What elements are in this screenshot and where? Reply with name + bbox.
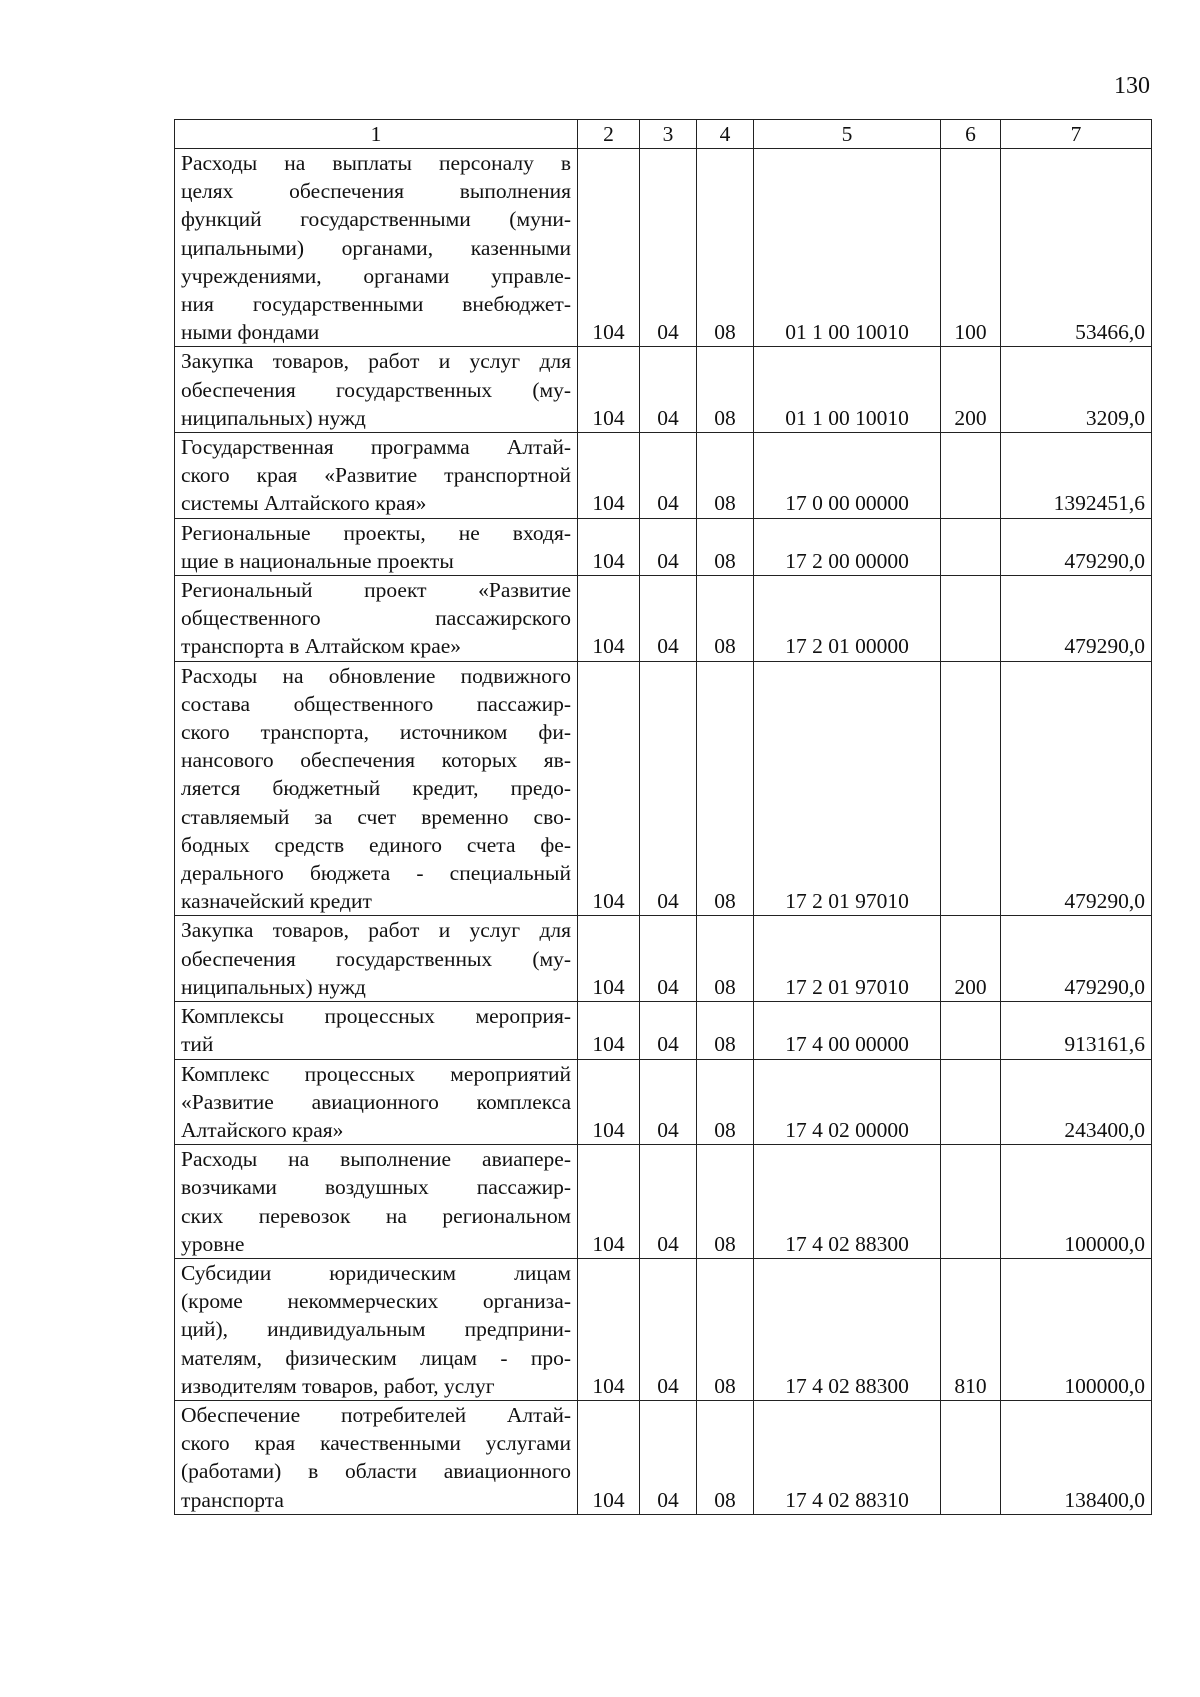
- table-row: [175, 347, 1152, 433]
- table-header-row: [175, 120, 1152, 149]
- description-line: Региональные проекты, не входя-: [181, 520, 571, 545]
- expense-type-code: [941, 1059, 1001, 1145]
- chapter-code: 04: [640, 1002, 697, 1059]
- table-row: [175, 576, 1152, 662]
- table-row: [175, 149, 1152, 347]
- description-line: целях обеспечения выполнения: [181, 179, 571, 204]
- target-article-code: 17 4 00 00000: [754, 1002, 941, 1059]
- section-code: 104: [578, 1400, 640, 1514]
- subsection-code: 08: [697, 1002, 754, 1059]
- table-row: [175, 1400, 1152, 1514]
- description-line: обеспечения государственных (му-: [181, 377, 571, 402]
- amount-value: 479290,0: [1001, 916, 1152, 1002]
- description-line: Комплекс процессных мероприятий: [181, 1061, 571, 1086]
- description-line: системы Алтайского края»: [181, 491, 427, 516]
- description-line: изводителям товаров, работ, услуг: [181, 1373, 495, 1398]
- row-description: [175, 149, 578, 347]
- chapter-code: 04: [640, 661, 697, 916]
- row-description: [175, 1258, 578, 1400]
- description-line: «Развитие авиационного комплекса: [181, 1089, 571, 1114]
- description-line: ния государственными внебюджет-: [181, 292, 571, 317]
- section-code: 104: [578, 1059, 640, 1145]
- amount-value: 100000,0: [1001, 1145, 1152, 1259]
- column-header-6: 6: [941, 120, 1001, 149]
- target-article-code: 17 0 00 00000: [754, 433, 941, 519]
- chapter-code: 04: [640, 1145, 697, 1259]
- description-line: возчиками воздушных пассажир-: [181, 1175, 571, 1200]
- description-line: ными фондами: [181, 320, 320, 345]
- target-article-code: 17 4 02 88310: [754, 1400, 941, 1514]
- table-row: [175, 433, 1152, 519]
- amount-value: 100000,0: [1001, 1258, 1152, 1400]
- row-description: [175, 347, 578, 433]
- chapter-code: 04: [640, 433, 697, 519]
- row-description: [175, 1145, 578, 1259]
- description-line: состава общественного пассажир-: [181, 691, 571, 716]
- column-header-3: 3: [640, 120, 697, 149]
- chapter-code: 04: [640, 916, 697, 1002]
- description-line: Расходы на обновление подвижного: [181, 663, 571, 688]
- description-line: ниципальных) нужд: [181, 974, 366, 999]
- description-line: Региональный проект «Развитие: [181, 578, 571, 603]
- section-code: 104: [578, 347, 640, 433]
- expense-type-code: [941, 518, 1001, 575]
- description-line: ляется бюджетный кредит, предо-: [181, 776, 571, 801]
- section-code: 104: [578, 518, 640, 575]
- table-row: [175, 1002, 1152, 1059]
- description-line: учреждениями, органами управле-: [181, 263, 571, 288]
- section-code: 104: [578, 149, 640, 347]
- description-line: транспорта в Алтайском крае»: [181, 634, 462, 659]
- row-description: [175, 433, 578, 519]
- description-line: (кроме некоммерческих организа-: [181, 1289, 571, 1314]
- amount-value: 243400,0: [1001, 1059, 1152, 1145]
- column-header-5: 5: [754, 120, 941, 149]
- target-article-code: 17 2 00 00000: [754, 518, 941, 575]
- subsection-code: 08: [697, 433, 754, 519]
- page-number: 130: [1114, 73, 1150, 99]
- amount-value: 138400,0: [1001, 1400, 1152, 1514]
- amount-value: 479290,0: [1001, 661, 1152, 916]
- expense-type-code: 200: [941, 916, 1001, 1002]
- description-line: нансового обеспечения которых яв-: [181, 748, 571, 773]
- subsection-code: 08: [697, 661, 754, 916]
- target-article-code: 17 2 01 97010: [754, 916, 941, 1002]
- subsection-code: 08: [697, 347, 754, 433]
- description-line: мателям, физическим лицам - про-: [181, 1345, 571, 1370]
- amount-value: 479290,0: [1001, 576, 1152, 662]
- table-row: [175, 1059, 1152, 1145]
- subsection-code: 08: [697, 1145, 754, 1259]
- expense-type-code: [941, 1400, 1001, 1514]
- row-description: [175, 661, 578, 916]
- table-row: [175, 518, 1152, 575]
- target-article-code: 17 4 02 88300: [754, 1145, 941, 1259]
- description-line: ского края качественными услугами: [181, 1431, 571, 1456]
- chapter-code: 04: [640, 1258, 697, 1400]
- description-line: ципальными) органами, казенными: [181, 235, 571, 260]
- column-header-1: 1: [175, 120, 578, 149]
- chapter-code: 04: [640, 518, 697, 575]
- expense-type-code: [941, 433, 1001, 519]
- target-article-code: 17 4 02 00000: [754, 1059, 941, 1145]
- description-line: Закупка товаров, работ и услуг для: [181, 918, 571, 943]
- description-line: дерального бюджета - специальный: [181, 861, 571, 886]
- description-line: казначейский кредит: [181, 889, 372, 914]
- description-line: Закупка товаров, работ и услуг для: [181, 349, 571, 374]
- expense-type-code: 200: [941, 347, 1001, 433]
- target-article-code: 01 1 00 10010: [754, 347, 941, 433]
- description-line: общественного пассажирского: [181, 606, 571, 631]
- column-header-2: 2: [578, 120, 640, 149]
- description-line: щие в национальные проекты: [181, 548, 454, 573]
- description-line: ставляемый за счет временно сво-: [181, 804, 571, 829]
- amount-value: 53466,0: [1001, 149, 1152, 347]
- expense-type-code: 810: [941, 1258, 1001, 1400]
- section-code: 104: [578, 916, 640, 1002]
- amount-value: 3209,0: [1001, 347, 1152, 433]
- chapter-code: 04: [640, 576, 697, 662]
- target-article-code: 17 4 02 88300: [754, 1258, 941, 1400]
- section-code: 104: [578, 661, 640, 916]
- table-row: [175, 661, 1152, 916]
- section-code: 104: [578, 576, 640, 662]
- subsection-code: 08: [697, 518, 754, 575]
- description-line: Обеспечение потребителей Алтай-: [181, 1402, 571, 1427]
- column-header-7: 7: [1001, 120, 1152, 149]
- subsection-code: 08: [697, 1400, 754, 1514]
- description-line: транспорта: [181, 1487, 284, 1512]
- description-line: ских перевозок на региональном: [181, 1203, 571, 1228]
- table-body: [175, 149, 1152, 1515]
- target-article-code: 01 1 00 10010: [754, 149, 941, 347]
- subsection-code: 08: [697, 1059, 754, 1145]
- row-description: [175, 1002, 578, 1059]
- expense-type-code: [941, 661, 1001, 916]
- budget-table: [174, 119, 1152, 1515]
- description-line: Алтайского края»: [181, 1117, 344, 1142]
- table-row: [175, 1145, 1152, 1259]
- section-code: 104: [578, 1145, 640, 1259]
- target-article-code: 17 2 01 97010: [754, 661, 941, 916]
- row-description: [175, 518, 578, 575]
- row-description: [175, 576, 578, 662]
- section-code: 104: [578, 1002, 640, 1059]
- description-line: Государственная программа Алтай-: [181, 435, 571, 460]
- column-header-4: 4: [697, 120, 754, 149]
- expense-type-code: [941, 576, 1001, 662]
- row-description: [175, 1059, 578, 1145]
- expense-type-code: [941, 1002, 1001, 1059]
- description-line: обеспечения государственных (му-: [181, 946, 571, 971]
- subsection-code: 08: [697, 916, 754, 1002]
- table-row: [175, 916, 1152, 1002]
- budget-table-container: [174, 119, 1151, 1515]
- amount-value: 913161,6: [1001, 1002, 1152, 1059]
- expense-type-code: [941, 1145, 1001, 1259]
- subsection-code: 08: [697, 149, 754, 347]
- description-line: Расходы на выплаты персоналу в: [181, 151, 571, 175]
- description-line: ниципальных) нужд: [181, 405, 366, 430]
- amount-value: 479290,0: [1001, 518, 1152, 575]
- description-line: функций государственными (муни-: [181, 207, 571, 232]
- description-line: уровне: [181, 1231, 245, 1256]
- row-description: [175, 916, 578, 1002]
- subsection-code: 08: [697, 1258, 754, 1400]
- chapter-code: 04: [640, 347, 697, 433]
- description-line: Расходы на выполнение авиапере-: [181, 1147, 571, 1172]
- description-line: (работами) в области авиационного: [181, 1459, 571, 1484]
- description-line: тий: [181, 1032, 214, 1057]
- amount-value: 1392451,6: [1001, 433, 1152, 519]
- table-row: [175, 1258, 1152, 1400]
- description-line: ского края «Развитие транспортной: [181, 463, 571, 488]
- expense-type-code: 100: [941, 149, 1001, 347]
- description-line: Комплексы процессных мероприя-: [181, 1004, 571, 1029]
- target-article-code: 17 2 01 00000: [754, 576, 941, 662]
- description-line: ского транспорта, источником фи-: [181, 720, 571, 745]
- chapter-code: 04: [640, 149, 697, 347]
- section-code: 104: [578, 1258, 640, 1400]
- section-code: 104: [578, 433, 640, 519]
- row-description: [175, 1400, 578, 1514]
- description-line: Субсидии юридическим лицам: [181, 1260, 571, 1285]
- description-line: бодных средств единого счета фе-: [181, 832, 571, 857]
- chapter-code: 04: [640, 1400, 697, 1514]
- description-line: ций), индивидуальным предприни-: [181, 1317, 571, 1342]
- chapter-code: 04: [640, 1059, 697, 1145]
- subsection-code: 08: [697, 576, 754, 662]
